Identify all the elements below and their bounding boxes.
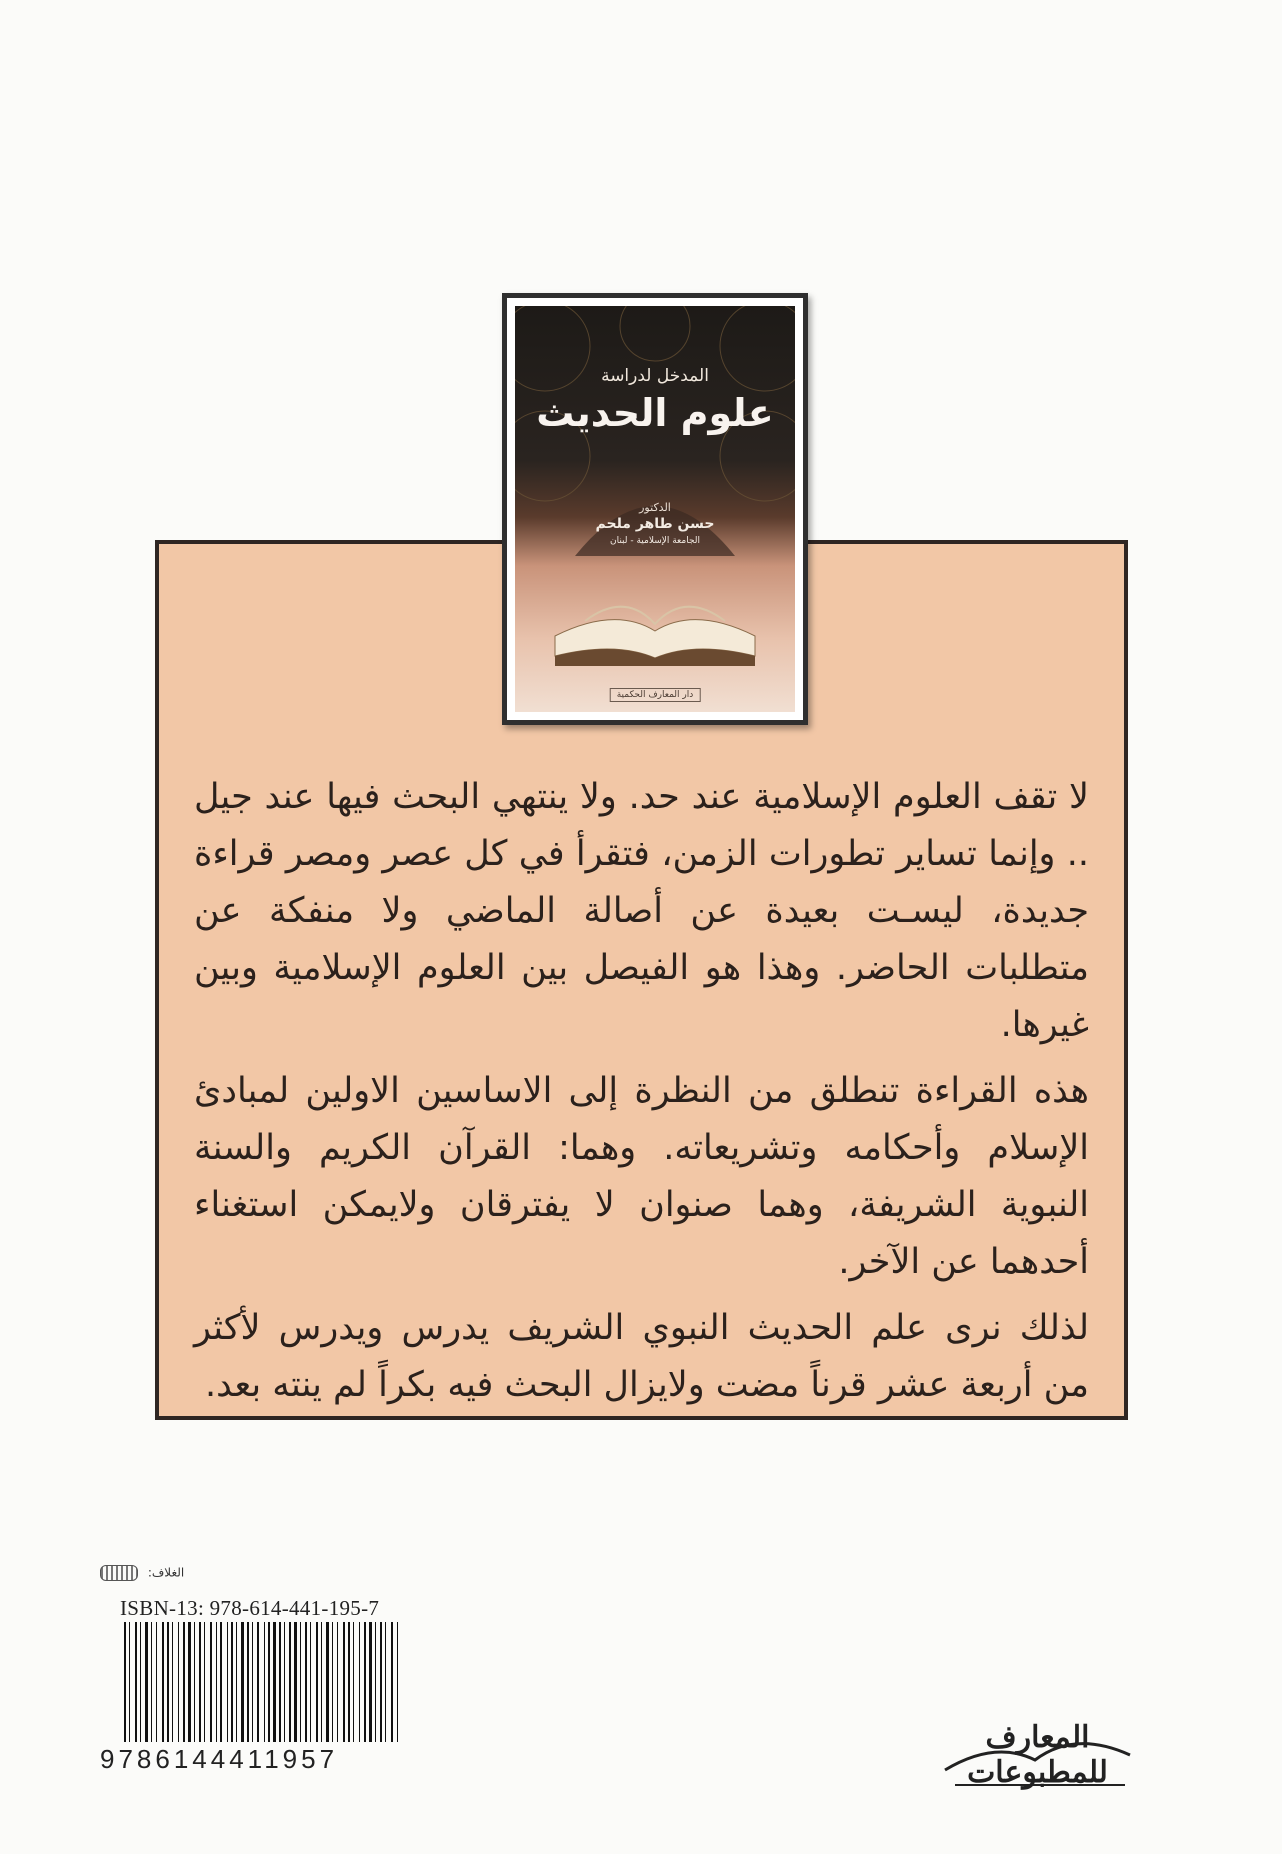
barcode-bar bbox=[227, 1622, 228, 1742]
barcode-bar bbox=[188, 1622, 191, 1742]
barcode-bar bbox=[140, 1622, 141, 1742]
publisher-logo-text: المعارف للمطبوعات bbox=[967, 1720, 1108, 1790]
barcode-bar bbox=[268, 1622, 270, 1742]
barcode-bar bbox=[380, 1622, 382, 1742]
cover-credit-label: الغلاف: bbox=[147, 1565, 185, 1580]
barcode-bar bbox=[353, 1622, 354, 1742]
barcode-bar bbox=[326, 1622, 329, 1742]
open-book-shape bbox=[555, 607, 755, 666]
barcode-bar bbox=[172, 1622, 173, 1742]
barcode-bar bbox=[204, 1622, 205, 1742]
blurb-text bbox=[194, 769, 1089, 1423]
cover-publisher: دار المعارف الحكمية bbox=[610, 688, 701, 702]
barcode-bar bbox=[321, 1622, 322, 1742]
cover-author: حسن طاهر ملحم bbox=[595, 516, 715, 532]
barcode-bar bbox=[348, 1622, 350, 1742]
barcode-bar bbox=[375, 1622, 376, 1742]
barcode-bar bbox=[124, 1622, 126, 1742]
barcode-bar bbox=[337, 1622, 338, 1742]
isbn-label: ISBN-13: 978-614-441-195-7 bbox=[120, 1596, 380, 1620]
barcode-bar bbox=[178, 1622, 179, 1742]
barcode-bar bbox=[284, 1622, 285, 1742]
blurb-paragraph-3: لذلك نرى علم الحديث النبوي الشريف يدرس ويدرس لأكثر من أربعة عشر قرناً مضت ولايزال البحث فيه بكراً لم ينته بعد. bbox=[194, 1308, 1089, 1405]
barcode-bar bbox=[397, 1622, 398, 1742]
barcode-bar bbox=[216, 1622, 217, 1742]
cover-affiliation: الجامعة الإسلامية - لبنان bbox=[609, 536, 701, 546]
barcode-number: 9786144411957 bbox=[100, 1744, 339, 1774]
barcode-bar bbox=[252, 1622, 253, 1742]
barcode-bar bbox=[241, 1622, 244, 1742]
barcode-bar bbox=[236, 1622, 237, 1742]
barcode-bar bbox=[167, 1622, 169, 1742]
book-cover-art bbox=[515, 306, 795, 712]
barcode-bar bbox=[316, 1622, 318, 1742]
isbn-barcode bbox=[122, 1622, 404, 1742]
barcode-bar bbox=[210, 1622, 212, 1742]
barcode-bar bbox=[343, 1622, 345, 1742]
barcode-bar bbox=[279, 1622, 281, 1742]
barcode-bar bbox=[385, 1622, 386, 1742]
barcode-bar bbox=[151, 1622, 152, 1742]
barcode-bar bbox=[294, 1622, 297, 1742]
barcode-bar bbox=[162, 1622, 164, 1742]
barcode-bar bbox=[220, 1622, 222, 1742]
book-cover-thumbnail bbox=[502, 293, 808, 725]
designer-logo-icon bbox=[100, 1565, 138, 1581]
barcode-bar bbox=[332, 1622, 333, 1742]
blurb-paragraph-2: هذه القراءة تنطلق من النظرة إلى الاساسين الاولين لمبادئ الإسلام وأحكامه وتشريعاته. وهما: القرآن الكريم والسنة النبوية الشريفة، وهما صنوان لا يفترقان ولايمكن استغناء أحدهما عن الآخر. bbox=[194, 1071, 1089, 1282]
barcode-bar bbox=[273, 1622, 276, 1742]
barcode-bar bbox=[231, 1622, 233, 1742]
barcode-bar bbox=[264, 1622, 265, 1742]
cover-subtitle: المدخل لدراسة bbox=[601, 366, 709, 386]
barcode-bar bbox=[145, 1622, 148, 1742]
barcode-bar bbox=[194, 1622, 195, 1742]
barcode-bar bbox=[305, 1622, 307, 1742]
barcode-bar bbox=[300, 1622, 301, 1742]
barcode-bar bbox=[391, 1622, 393, 1742]
barcode-bar bbox=[359, 1622, 360, 1742]
cover-author-label: الدكتور bbox=[639, 501, 671, 514]
cover-title: علوم الحديث bbox=[536, 391, 774, 435]
blurb-paragraph-1: لا تقف العلوم الإسلامية عند حد. ولا ينتهي البحث فيها عند جيل .. وإنما تساير تطورات الزمن، فتقرأ في كل عصر ومصر قراءة جديدة، ليسـت بعيدة عن أصالة الماضي ولا منفكة عن متطلبات الحاضر. وهذا هو الفيصل بين العلوم الإسلامية وبين غيرها. bbox=[194, 777, 1089, 1045]
barcode-bar bbox=[257, 1622, 259, 1742]
barcode-bar bbox=[156, 1622, 157, 1742]
barcode-bar bbox=[135, 1622, 137, 1742]
barcode-bar bbox=[183, 1622, 185, 1742]
cover-credit bbox=[100, 1565, 184, 1581]
barcode-bar bbox=[364, 1622, 366, 1742]
barcode-bar bbox=[247, 1622, 249, 1742]
barcode-bar bbox=[129, 1622, 130, 1742]
barcode-bar bbox=[199, 1622, 201, 1742]
barcode-bar bbox=[310, 1622, 311, 1742]
barcode-bar bbox=[289, 1622, 291, 1742]
barcode-bar bbox=[369, 1622, 372, 1742]
